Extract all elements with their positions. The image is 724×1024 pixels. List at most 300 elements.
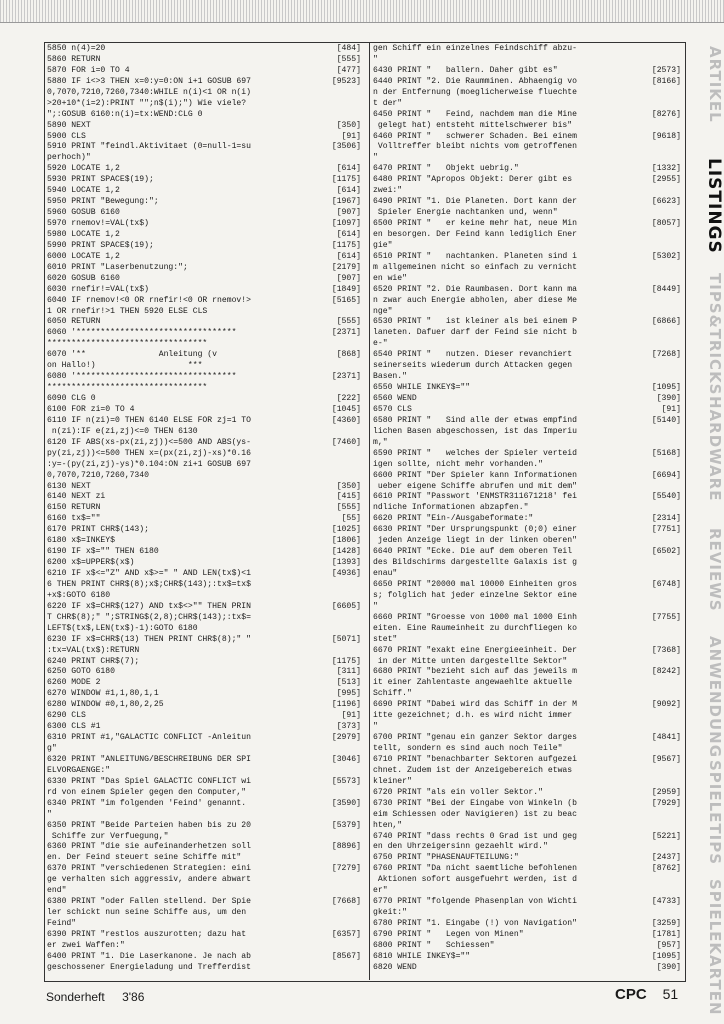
listing-line <box>373 799 682 810</box>
listing-line <box>373 99 682 110</box>
code-text: 6650 PRINT "20000 mal 10000 Einheiten gros <box>373 579 577 589</box>
checksum: [9618] <box>651 131 681 141</box>
listing-line <box>373 788 682 799</box>
code-text: 5940 LOCATE 1,2 <box>47 186 120 196</box>
code-text: 6470 PRINT " Objekt uebrig." <box>373 164 519 174</box>
checksum: [555] <box>336 503 361 513</box>
checksum: [1045] <box>331 404 361 414</box>
listing-line <box>47 252 367 263</box>
code-text: 6770 PRINT "folgende Phasenplan von Wichti <box>373 897 577 907</box>
code-text: en wie" <box>373 273 407 283</box>
code-text: 6740 PRINT "dass rechts 0 Grad ist und geg <box>373 831 577 841</box>
listing-line <box>47 613 367 624</box>
listing-line <box>373 624 682 635</box>
code-text: 6600 PRINT "Der Spieler kann Informationen <box>373 470 577 480</box>
code-text: " <box>47 809 52 819</box>
code-text: 6150 RETURN <box>47 503 101 513</box>
code-text: 6460 PRINT " schwerer Schaden. Bei einem <box>373 131 577 141</box>
checksum: [1095] <box>651 383 681 393</box>
listing-line <box>373 635 682 646</box>
checksum: [2959] <box>651 787 681 797</box>
code-text: ********************************* <box>47 339 208 349</box>
checksum: [614] <box>336 251 361 261</box>
checksum: [2979] <box>331 733 361 743</box>
code-text: g" <box>47 744 57 753</box>
checksum: [2955] <box>651 175 681 185</box>
listing-line <box>373 602 682 613</box>
code-text: 6100 FOR zi=0 TO 4 <box>47 404 135 414</box>
code-text: T CHR$(8);" ";STRING$(2,8);CHR$(143);:tx$= <box>47 612 251 622</box>
checksum: [390] <box>656 394 681 403</box>
listing-line <box>47 569 367 580</box>
listing-line <box>47 99 367 110</box>
code-text: 6530 PRINT " ist kleiner als bei einem P <box>373 317 577 327</box>
checksum: [1025] <box>331 525 361 535</box>
checksum: [3506] <box>331 142 361 152</box>
listing-line <box>373 580 682 591</box>
issue-label: Sonderheft <box>46 990 105 1004</box>
listing-line <box>373 350 682 361</box>
listing-line <box>373 317 682 328</box>
listing-line <box>47 438 367 449</box>
code-text: 5950 PRINT "Bewegung:"; <box>47 197 159 207</box>
listing-line <box>47 241 367 252</box>
code-text: :tx=VAL(tx$):RETURN <box>47 645 140 655</box>
checksum: [1967] <box>331 197 361 207</box>
code-text: 6800 PRINT " Schiessen" <box>373 940 495 950</box>
checksum: [7279] <box>331 864 361 874</box>
checksum: [1175] <box>331 240 361 250</box>
listing-line <box>47 110 367 121</box>
code-text: 6190 IF x$="" THEN 6180 <box>47 547 159 557</box>
code-text: 1 OR rnefir!>1 THEN 5920 ELSE CLS <box>47 306 208 316</box>
code-text: 6520 PRINT "2. Die Raumbasen. Dort kann ma <box>373 284 577 294</box>
listing-line <box>47 897 367 908</box>
code-text: 6 THEN PRINT CHR$(8);x$;CHR$(143);:tx$=tx$ <box>47 579 251 589</box>
listing-line <box>373 383 682 394</box>
code-text: 6230 IF x$=CHR$(13) THEN PRINT CHR$(8);" " <box>47 634 251 644</box>
listing-line <box>373 744 682 755</box>
listing-line <box>373 471 682 482</box>
listing-line <box>47 744 367 755</box>
checksum: [5379] <box>331 820 361 830</box>
checksum: [91] <box>341 711 361 721</box>
listing-line <box>47 482 367 493</box>
magazine-logo: CPC <box>615 986 647 1003</box>
checksum: [9092] <box>651 700 681 710</box>
listing-line <box>373 755 682 766</box>
code-text: 6440 PRINT "2. Die Raumminen. Abhaengig vo <box>373 76 577 86</box>
listing-line <box>373 810 682 821</box>
checksum: [907] <box>336 208 361 218</box>
checksum: [957] <box>656 940 681 950</box>
code-text: 6570 CLS <box>373 404 412 414</box>
code-text: ndliche Informationen abzapfen." <box>373 503 529 513</box>
listing-line <box>373 897 682 908</box>
checksum: [415] <box>336 492 361 502</box>
code-text: 6320 PRINT "ANLEITUNG/BESCHREIBUNG DER SPI <box>47 754 251 764</box>
listing-line <box>373 361 682 372</box>
listing-line <box>373 591 682 602</box>
listing-line <box>373 569 682 580</box>
code-text: er" <box>373 886 388 896</box>
code-text: 6090 CLG 0 <box>47 394 96 403</box>
code-text: 6490 PRINT "1. Die Planeten. Dort kann der <box>373 197 577 207</box>
page-number: 51 <box>662 986 679 1002</box>
listing-line <box>373 416 682 427</box>
code-text: Feind" <box>47 919 77 928</box>
listing-line <box>373 121 682 132</box>
listing-line <box>47 416 367 427</box>
listing-line <box>47 361 367 372</box>
checksum: [5221] <box>651 831 681 841</box>
code-text: zwei:" <box>373 186 403 196</box>
code-text: >20+10*(i=2):PRINT "";n$(i);") Wie viele? <box>47 98 247 108</box>
checksum: [222] <box>336 394 361 403</box>
listing-line <box>47 492 367 503</box>
checksum: [91] <box>661 404 681 414</box>
code-text: rd von einem Spieler gegen den Computer," <box>47 787 247 797</box>
checksum: [6694] <box>651 470 681 480</box>
listing-line <box>373 678 682 689</box>
code-text: it einer Zahlentaste angewaehlte aktuelle <box>373 678 573 688</box>
listing-line <box>373 547 682 558</box>
listing-line <box>373 208 682 219</box>
code-text: 6260 MODE 2 <box>47 678 101 688</box>
code-text: en den Uhrzeigersinn gezaehlt wird." <box>373 842 548 852</box>
code-text: 6040 IF rnemov!<0 OR rnefir!<0 OR rnemov!> <box>47 295 251 305</box>
code-text: 6660 PRINT "Groesse von 1000 mal 1000 Einh <box>373 612 577 622</box>
code-text: " <box>373 153 378 163</box>
checksum: [6623] <box>651 197 681 207</box>
listing-line <box>373 197 682 208</box>
code-text: 5990 PRINT SPACE$(19); <box>47 240 154 250</box>
checksum: [1175] <box>331 175 361 185</box>
code-text: 6750 PRINT "PHASENAUFTEILUNG:" <box>373 853 519 863</box>
code-text: 6310 PRINT #1,"GALACTIC CONFLICT -Anleitun <box>47 733 251 743</box>
code-text: Aktionen sofort ausgefuehrt werden, ist d <box>373 875 577 885</box>
listing-line <box>373 307 682 318</box>
section-tab-spielekarten: SPIELEKARTEN <box>706 878 724 1016</box>
listing-line <box>47 514 367 525</box>
listing-line <box>373 219 682 230</box>
listing-line <box>373 285 682 296</box>
checksum: [4733] <box>651 897 681 907</box>
listing-line <box>373 44 682 55</box>
checksum: [4360] <box>331 415 361 425</box>
listing-line <box>373 460 682 471</box>
code-text: py(zi,zj))<=500 THEN x=(px(zi,zj)-xs)*0.16 <box>47 448 251 458</box>
code-text: perhoch)" <box>47 153 91 163</box>
listing-line <box>373 164 682 175</box>
listing-line <box>373 657 682 668</box>
code-text: 6510 PRINT " nachtanken. Planeten sind i <box>373 251 577 261</box>
code-text: geschossener Energieladung und Trefferdist <box>47 962 251 972</box>
listing-line <box>373 252 682 263</box>
listing-line <box>373 405 682 416</box>
checksum: [1393] <box>331 558 361 568</box>
listing-line <box>47 963 367 974</box>
listing-line <box>47 66 367 77</box>
checksum: [555] <box>336 317 361 327</box>
listing-line <box>373 864 682 875</box>
listing-line <box>373 438 682 449</box>
checksum: [2371] <box>331 372 361 382</box>
listing-line <box>373 372 682 383</box>
checksum: [91] <box>341 131 361 141</box>
checksum: [7460] <box>331 437 361 447</box>
listing-line <box>373 667 682 678</box>
listing-column-right <box>373 44 682 974</box>
checksum: [1806] <box>331 536 361 546</box>
code-text: t der" <box>373 98 403 108</box>
listing-line <box>47 591 367 602</box>
code-text: 6080 '********************************* <box>47 372 237 382</box>
listing-line <box>373 908 682 919</box>
code-text: 6760 PRINT "Da nicht saemtliche befohlenen <box>373 864 577 874</box>
code-text: 6020 GOSUB 6160 <box>47 273 120 283</box>
checksum: [2314] <box>651 514 681 524</box>
listing-line <box>47 536 367 547</box>
code-text: Schiffe zur Verfuegung," <box>47 831 169 841</box>
checksum: [907] <box>336 273 361 283</box>
top-rule <box>0 0 724 23</box>
checksum: [2437] <box>651 853 681 863</box>
code-text: 5880 IF i<>3 THEN x=0:y=0:ON i+1 GOSUB 697 <box>47 76 251 86</box>
checksum: [868] <box>336 350 361 360</box>
checksum: [484] <box>336 44 361 53</box>
listing-line <box>47 941 367 952</box>
code-text: 5900 CLS <box>47 131 86 141</box>
checksum: [311] <box>336 667 361 677</box>
checksum: [8449] <box>651 284 681 294</box>
code-text: 5870 FOR i=0 TO 4 <box>47 65 130 75</box>
checksum: [1175] <box>331 656 361 666</box>
code-text: ELVORGAENGE:" <box>47 765 111 775</box>
code-text: 5960 GOSUB 6160 <box>47 208 120 218</box>
checksum: [6866] <box>651 317 681 327</box>
checksum: [8276] <box>651 109 681 119</box>
listing-line <box>47 296 367 307</box>
checksum: [8242] <box>651 667 681 677</box>
checksum: [1781] <box>651 929 681 939</box>
code-text: n(zi):IF e(zi,zj)<=0 THEN 6130 <box>47 426 198 436</box>
code-text: 6300 CLS #1 <box>47 722 101 732</box>
checksum: [6502] <box>651 547 681 557</box>
code-text: 6730 PRINT "Bei der Eingabe von Winkeln (b <box>373 798 577 808</box>
code-text: " <box>373 722 378 732</box>
code-text: 6270 WINDOW #1,1,80,1,1 <box>47 689 159 699</box>
code-text: 5930 PRINT SPACE$(19); <box>47 175 154 185</box>
listing-line <box>373 711 682 722</box>
listing-line <box>47 219 367 230</box>
checksum: [614] <box>336 164 361 174</box>
listing-line <box>373 482 682 493</box>
checksum: [3259] <box>651 919 681 928</box>
code-text: 6700 PRINT "genau ein ganzer Sektor darges <box>373 733 577 743</box>
checksum: [5573] <box>331 776 361 786</box>
listing-line <box>373 646 682 657</box>
code-text: 6290 CLS <box>47 711 86 721</box>
listing-line <box>47 547 367 558</box>
listing-line <box>373 394 682 405</box>
code-text: 6710 PRINT "benachbarter Sektoren aufgezei <box>373 754 577 764</box>
listing-line <box>373 503 682 514</box>
code-text: 6500 PRINT " er keine mehr hat, neue Min <box>373 219 577 228</box>
listing-line <box>47 525 367 536</box>
code-text: eim Schiessen oder Navigieren) ist zu beac <box>373 809 577 819</box>
code-text: 6620 PRINT "Ein-/Ausgabeformate:" <box>373 514 534 524</box>
code-text: 5890 NEXT <box>47 120 91 130</box>
listing-line <box>47 908 367 919</box>
code-text: ge verhalten sich aggressiv, andere abwart <box>47 875 251 885</box>
issue-date: 3'86 <box>122 990 145 1004</box>
code-text: 6000 LOCATE 1,2 <box>47 251 120 261</box>
code-text: seinerseits wiederum durch Attacken gegen <box>373 361 573 371</box>
listing-line <box>47 580 367 591</box>
checksum: [5071] <box>331 634 361 644</box>
code-text: 6130 NEXT <box>47 481 91 491</box>
listing-line <box>373 777 682 788</box>
listing-line <box>47 777 367 788</box>
code-text: laneten. Dafuer darf der Feind sie nicht b <box>373 328 577 338</box>
checksum: [9567] <box>651 754 681 764</box>
code-text: 5850 n(4)=20 <box>47 44 106 53</box>
listing-line <box>47 274 367 285</box>
listing-line <box>373 328 682 339</box>
code-text: 5920 LOCATE 1,2 <box>47 164 120 174</box>
code-text: 6180 x$=INKEY$ <box>47 536 115 546</box>
listing-line <box>373 536 682 547</box>
listing-line <box>47 919 367 930</box>
checksum: [5165] <box>331 295 361 305</box>
code-text: jeden Anzeige liegt in der linken oberen" <box>373 536 577 546</box>
listing-line <box>47 733 367 744</box>
listing-line <box>47 317 367 328</box>
code-text: 6110 IF n(zi)=0 THEN 6140 ELSE FOR zj=1 TO <box>47 415 251 425</box>
checksum: [5302] <box>651 251 681 261</box>
checksum: [1095] <box>651 951 681 961</box>
code-text: Schiff." <box>373 689 412 699</box>
code-text: Spieler Energie nachtanken und, wenn" <box>373 208 558 218</box>
checksum: [1097] <box>331 219 361 228</box>
code-text: 6590 PRINT " welches der Spieler verteid <box>373 448 577 458</box>
listing-line <box>47 678 367 689</box>
column-divider <box>369 42 370 980</box>
listing-line <box>373 142 682 153</box>
code-text: LEFT$(tx$,LEN(tx$)-1):GOTO 6180 <box>47 623 198 633</box>
code-text: 5970 rnemov!=VAL(tx$) <box>47 219 149 228</box>
checksum: [614] <box>336 186 361 196</box>
code-text: 5980 LOCATE 1,2 <box>47 229 120 239</box>
listing-line <box>47 372 367 383</box>
checksum: [1332] <box>651 164 681 174</box>
listing-line <box>47 635 367 646</box>
listing-line <box>47 142 367 153</box>
checksum: [6605] <box>331 601 361 611</box>
checksum: [373] <box>336 722 361 732</box>
code-text: 6560 WEND <box>373 394 417 403</box>
checksum: [7751] <box>651 525 681 535</box>
code-text: 6780 PRINT "1. Eingabe (!) von Navigation" <box>373 919 577 928</box>
checksum: [7668] <box>331 897 361 907</box>
section-tab-reviews: REVIEWS <box>706 527 724 612</box>
checksum: [8896] <box>331 842 361 852</box>
listing-line <box>373 952 682 963</box>
code-text: 6480 PRINT "Apropos Objekt: Derer gibt es <box>373 175 573 185</box>
listing-line <box>47 821 367 832</box>
listing-line <box>373 132 682 143</box>
code-text: 6630 PRINT "Der Ursprungspunkt (0;0) einer <box>373 525 577 535</box>
listing-line <box>47 788 367 799</box>
code-text: chnet. Zudem ist der Anzeigebereich etwas <box>373 765 573 775</box>
listing-line <box>373 558 682 569</box>
code-text: ler schickt nun seine Schiffe aus, um den <box>47 908 247 918</box>
code-text: 6610 PRINT "Passwort 'ENMSTR311671218' fei <box>373 492 577 502</box>
code-text: ********************************* <box>47 383 208 393</box>
listing-line <box>47 307 367 318</box>
code-text: eiten. Eine Raumeinheit zu durchfliegen ko <box>373 623 577 633</box>
section-tab-listings: LISTINGS <box>704 158 724 254</box>
listing-line <box>373 339 682 350</box>
listing-line <box>373 941 682 952</box>
code-text: 6070 '** Anleitung (v <box>47 350 217 360</box>
code-text: Basen." <box>373 372 407 382</box>
code-text: :y=-(py(zi,zj)-ys)*0.104:ON zi+1 GOSUB 697 <box>47 459 251 469</box>
listing-line <box>373 886 682 897</box>
checksum: [1849] <box>331 284 361 294</box>
code-text: m allgemeinen nicht so einfach zu vernicht <box>373 262 577 272</box>
code-text: 0,7070,7210,7260,7340 <box>47 470 149 480</box>
code-text: 6140 NEXT zi <box>47 492 106 502</box>
listing-line <box>47 886 367 897</box>
listing-line <box>373 930 682 941</box>
checksum: [995] <box>336 689 361 699</box>
checksum: [7368] <box>651 645 681 655</box>
checksum: [8057] <box>651 219 681 228</box>
listing-column-left <box>47 44 367 974</box>
code-text: 6450 PRINT " Feind, nachdem man die Mine <box>373 109 577 119</box>
code-text: gie" <box>373 240 393 250</box>
code-text: tellt, sondern es sind auch noch Teile" <box>373 744 563 753</box>
listing-line <box>47 700 367 711</box>
code-text: 6010 PRINT "Laserbenutzung:"; <box>47 262 188 272</box>
listing-line <box>373 449 682 460</box>
code-text: end" <box>47 886 67 896</box>
listing-line <box>47 832 367 843</box>
listing-line <box>373 700 682 711</box>
listing-line <box>373 110 682 121</box>
checksum: [614] <box>336 229 361 239</box>
listing-line <box>47 864 367 875</box>
listing-line <box>47 405 367 416</box>
code-text: 6670 PRINT "exakt eine Energieeinheit. Der <box>373 645 577 655</box>
code-text: n zwar auch Energie abholen, aber diese Me <box>373 295 577 305</box>
listing-line <box>47 711 367 722</box>
code-text: 6360 PRINT "die sie aufeinanderhetzen soll <box>47 842 251 852</box>
listing-line <box>373 66 682 77</box>
checksum: [8762] <box>651 864 681 874</box>
checksum: [9523] <box>331 76 361 86</box>
listing-line <box>47 755 367 766</box>
listing-line <box>373 241 682 252</box>
code-text: 6380 PRINT "oder Fallen stellend. Der Spie <box>47 897 251 907</box>
code-text: 6220 IF x$=CHR$(127) AND tx$<>"" THEN PRIN <box>47 601 251 611</box>
code-text: 6050 RETURN <box>47 317 101 327</box>
code-text: in der Mitte unten dargestellte Sektor" <box>373 656 568 666</box>
code-text: hten," <box>373 820 403 830</box>
listing-line <box>47 285 367 296</box>
